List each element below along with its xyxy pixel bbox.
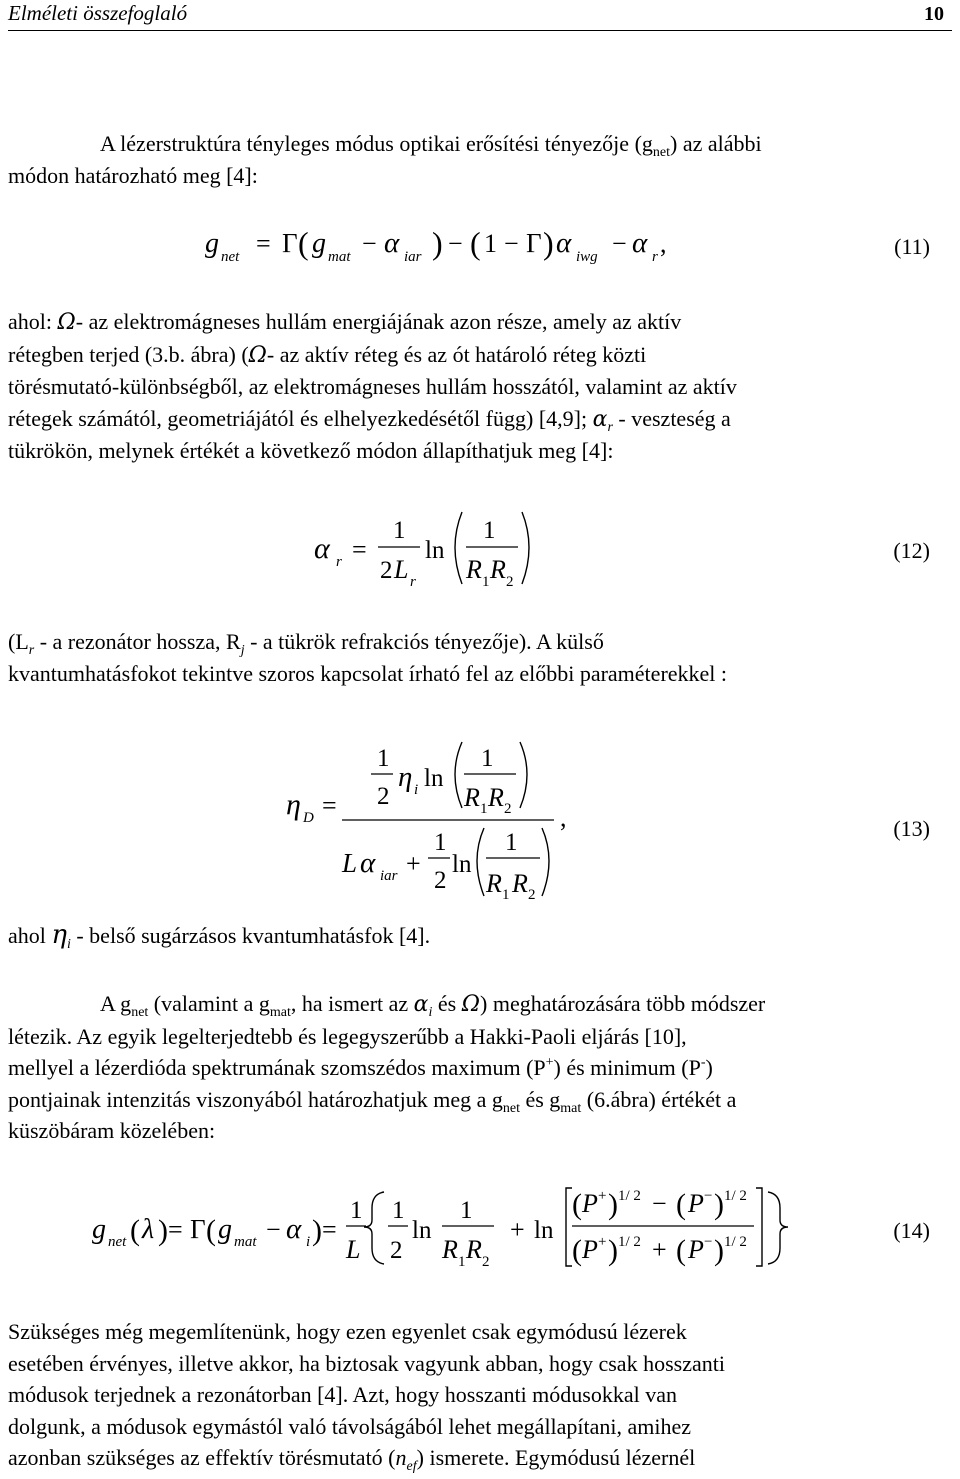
svg-text:α: α	[384, 227, 400, 259]
svg-text:L: L	[342, 848, 358, 878]
text-line: módon határozható meg [4]:	[8, 162, 258, 188]
svg-text:=: =	[322, 791, 337, 820]
svg-text:P: P	[688, 1235, 704, 1264]
svg-text:iar: iar	[380, 868, 398, 884]
svg-text:L: L	[394, 555, 409, 584]
svg-text:−: −	[266, 1215, 281, 1244]
svg-text:2: 2	[482, 1254, 490, 1270]
page-number: 10	[924, 3, 944, 25]
svg-text:R: R	[488, 783, 504, 812]
svg-text:+: +	[510, 1215, 525, 1244]
svg-text:1: 1	[502, 887, 510, 900]
svg-text:P: P	[582, 1189, 598, 1218]
paragraph-definitions	[8, 306, 952, 467]
text-line: pontjainak intenzitás viszonyából határozhatjuk meg a $g_{net}$ és $g_{mat}$ (6.ábra) értékét a	[8, 1086, 737, 1116]
svg-text:R: R	[512, 869, 528, 898]
svg-text:R: R	[466, 555, 482, 584]
text-line: A lézerstruktúra tényleges módus optikai erősítési tényezője $(g_{net})$ az alábbi	[100, 131, 762, 160]
text-line: dolgunk, a módusok egymástól való távolságából lehet megállapítani, amihez	[8, 1413, 692, 1439]
svg-text:2: 2	[380, 557, 393, 584]
paragraph-hakki-paoli	[8, 988, 952, 1147]
equation-number: (11)	[894, 234, 930, 259]
alpha-symbol: α	[592, 406, 608, 432]
svg-text:L: L	[346, 1235, 361, 1264]
svg-text:,: ,	[660, 229, 667, 258]
svg-text:1: 1	[458, 1254, 466, 1270]
svg-text:1/ 2: 1/ 2	[618, 1234, 641, 1250]
svg-text:,: ,	[560, 803, 567, 832]
svg-text:): )	[714, 1188, 724, 1221]
paragraph-resonator	[8, 626, 952, 689]
paragraph-eta	[8, 920, 952, 952]
svg-text:1: 1	[392, 1197, 405, 1224]
svg-text:): )	[714, 1234, 724, 1267]
svg-text:): )	[312, 1214, 322, 1247]
svg-text:α: α	[556, 227, 572, 259]
svg-text:(: (	[572, 1188, 582, 1221]
svg-text:α: α	[632, 227, 648, 259]
svg-text:net: net	[108, 1234, 127, 1250]
svg-text:mat: mat	[328, 249, 351, 265]
svg-text:): )	[608, 1234, 618, 1267]
text-line: törésmutató-különbségből, az elektromágneses hullám hosszától, valamint az aktív	[8, 374, 737, 399]
text-line: küszöbáram közelében:	[8, 1118, 216, 1143]
svg-text:1: 1	[350, 1197, 363, 1224]
svg-text:(: (	[676, 1188, 686, 1221]
svg-text:+: +	[652, 1235, 667, 1264]
text-line: rétegek számától, geometriájától és elhelyezkedésétől függ) [4,9]; $\alpha_r$ - veszteség a	[8, 405, 731, 435]
text-line: ahol: Ω- az elektromágneses hullám energiájának azon része, amely az aktív	[8, 309, 682, 335]
svg-text:(: (	[572, 1234, 582, 1267]
text-line: módusok terjednek a rezonátorban [4]. Azt, hogy hosszanti módusokkal van	[8, 1382, 678, 1407]
svg-text:λ: λ	[142, 1214, 155, 1245]
page-header	[8, 0, 952, 31]
svg-text:): )	[432, 225, 443, 261]
svg-text:(: (	[676, 1234, 686, 1267]
paragraph-intro	[8, 128, 952, 191]
svg-text:mat: mat	[234, 1234, 257, 1250]
svg-text:): )	[158, 1214, 168, 1247]
svg-text:+: +	[598, 1234, 607, 1250]
svg-text:i: i	[414, 782, 419, 798]
svg-text:=: =	[322, 1215, 337, 1244]
omega-symbol: Ω	[248, 342, 267, 368]
svg-text:ln: ln	[412, 1217, 432, 1244]
equation-number: (12)	[893, 538, 930, 563]
svg-text:=: =	[352, 535, 367, 564]
svg-text:P: P	[688, 1189, 704, 1218]
eta-symbol: η	[51, 920, 67, 950]
svg-text:(: (	[130, 1214, 140, 1247]
svg-text:net: net	[221, 249, 240, 265]
text-line: A $g_{net}$ (valamint a $g_{mat}$, ha ismert az $\alpha_i$ és Ω) meghatározására több módszer	[100, 991, 766, 1020]
svg-text:D: D	[303, 810, 314, 826]
svg-text:(: (	[298, 225, 309, 261]
text-line: rétegben terjed (3.b. ábra) (Ω- az aktív réteg és az ót határoló réteg közti	[8, 341, 647, 368]
svg-text:2: 2	[506, 574, 514, 590]
svg-text:η: η	[286, 788, 301, 821]
svg-text:R: R	[486, 869, 502, 898]
svg-text:R: R	[464, 783, 480, 812]
svg-text:+: +	[598, 1188, 607, 1204]
svg-text:r: r	[410, 574, 416, 590]
text-line: Szükséges még megemlítenünk, hogy ezen egyenlet csak egymódusú lézerek	[8, 1319, 687, 1344]
equation-number: (14)	[893, 1218, 930, 1243]
text-line: mellyel a lézerdióda spektrumának szomszédos maximum (P+) és minimum (P-)	[8, 1055, 713, 1080]
equation-13	[0, 720, 960, 900]
svg-text:1: 1	[482, 574, 490, 590]
svg-text:α: α	[314, 532, 330, 565]
svg-text:1/ 2: 1/ 2	[724, 1234, 747, 1250]
svg-text:r: r	[336, 554, 342, 570]
svg-text:1: 1	[377, 745, 390, 772]
svg-text:ln: ln	[424, 765, 444, 792]
svg-text:−: −	[448, 229, 463, 258]
svg-text:+: +	[406, 849, 421, 878]
svg-text:1/ 2: 1/ 2	[724, 1188, 747, 1204]
svg-text:2: 2	[528, 887, 536, 900]
svg-text:1: 1	[481, 745, 494, 772]
svg-text:R: R	[490, 555, 506, 584]
svg-text:g: g	[205, 228, 219, 259]
svg-text:R: R	[466, 1235, 482, 1264]
svg-text:1: 1	[484, 229, 497, 258]
omega-symbol: Ω	[461, 992, 480, 1017]
svg-text:−: −	[504, 229, 519, 258]
svg-text:ln: ln	[452, 851, 472, 878]
header-title: Elméleti összefoglaló	[8, 1, 188, 25]
svg-text:α: α	[360, 847, 376, 879]
paragraph-single-mode	[8, 1316, 952, 1474]
text-line: kvantumhatásfokot tekintve szoros kapcsolat írható fel az előbbi paraméterekkel :	[8, 660, 728, 686]
svg-text:1: 1	[434, 829, 447, 856]
equation-11	[0, 200, 960, 280]
svg-text:−: −	[362, 229, 377, 258]
svg-text:(: (	[470, 225, 481, 261]
svg-text:2: 2	[434, 867, 447, 894]
svg-text:−: −	[704, 1234, 713, 1250]
svg-text:(: (	[206, 1214, 216, 1247]
svg-text:1: 1	[505, 829, 518, 856]
svg-text:η: η	[398, 761, 413, 793]
svg-text:1: 1	[393, 517, 406, 544]
svg-text:2: 2	[390, 1237, 403, 1264]
equation-12	[0, 500, 960, 600]
svg-text:1/ 2: 1/ 2	[618, 1188, 641, 1204]
svg-text:Γ: Γ	[526, 228, 542, 258]
svg-text:−: −	[704, 1188, 713, 1204]
text-line: esetében érvényes, illetve akkor, ha biztosak vagyunk abban, hogy csak hosszanti	[8, 1350, 725, 1376]
svg-text:1: 1	[460, 1197, 473, 1224]
svg-text:=: =	[168, 1215, 183, 1244]
svg-text:ln: ln	[425, 537, 445, 564]
svg-text:1: 1	[483, 517, 496, 544]
text-line: tükrökön, melynek értékét a következő módon állapíthatjuk meg [4]:	[8, 438, 614, 463]
svg-text:α: α	[286, 1213, 302, 1245]
svg-text:ln: ln	[534, 1217, 554, 1244]
svg-text:r: r	[652, 249, 658, 265]
svg-text:−: −	[612, 229, 627, 258]
text-line: ($L_r$ - a rezonátor hossza, $R_j$ - a tükrök refrakciós tényezője). A külső	[8, 629, 604, 658]
alpha-symbol: α	[413, 992, 429, 1017]
svg-text:i: i	[306, 1234, 311, 1250]
text-line: azonban szükséges az effektív törésmutató $(n_{ef})$ ismerete. Egymódusú lézernél	[8, 1445, 696, 1474]
svg-text:1: 1	[480, 801, 488, 817]
text-line: ahol $\eta_i$ - belső sugárzásos kvantumhatásfok [4].	[8, 920, 431, 952]
svg-text:2: 2	[504, 801, 512, 817]
svg-text:): )	[543, 225, 554, 261]
svg-text:Γ: Γ	[282, 228, 298, 258]
omega-symbol: Ω	[57, 310, 76, 335]
svg-text:): )	[608, 1188, 618, 1221]
equation-14	[0, 1180, 960, 1280]
svg-text:iwg: iwg	[576, 249, 598, 265]
equation-number: (13)	[893, 816, 930, 841]
svg-text:g: g	[92, 1214, 106, 1245]
text-line: létezik. Az egyik legelterjedtebb és legegyszerűbb a Hakki-Paoli eljárás [10],	[8, 1023, 687, 1049]
svg-text:g: g	[218, 1214, 232, 1245]
svg-text:2: 2	[377, 783, 390, 810]
svg-text:=: =	[256, 229, 271, 258]
svg-text:Γ: Γ	[190, 1214, 206, 1244]
svg-text:g: g	[312, 228, 326, 259]
svg-text:P: P	[582, 1235, 598, 1264]
svg-text:−: −	[652, 1189, 667, 1218]
svg-text:R: R	[442, 1235, 458, 1264]
svg-text:iar: iar	[404, 249, 422, 265]
